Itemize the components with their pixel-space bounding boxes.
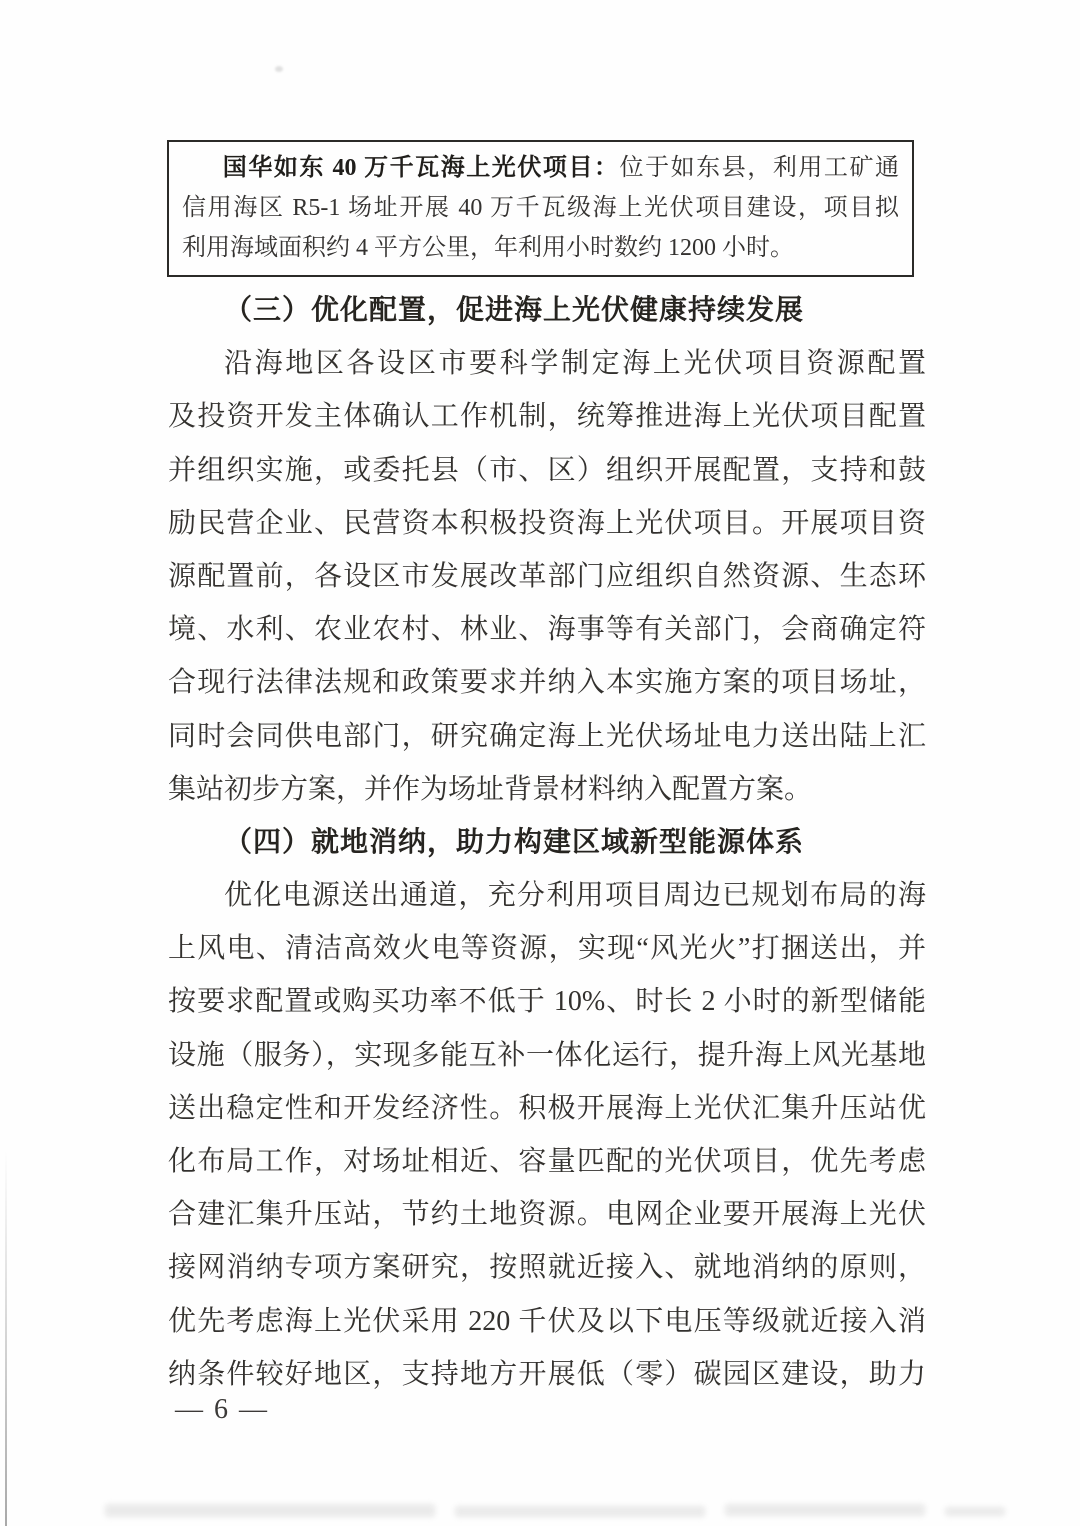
body-text-line: 送出稳定性和开发经济性。积极开展海上光伏汇集升压站优 [168, 1092, 926, 1124]
body-text-line: 同时会同供电部门，研究确定海上光伏场址电力送出陆上汇 [168, 720, 926, 752]
body-text-line: 优化电源送出通道，充分利用项目周边已规划布局的海 [224, 880, 926, 912]
body-text-line: 化布局工作，对场址相近、容量匹配的光伏项目，优先考虑 [168, 1146, 926, 1177]
body-text-line: 并组织实施，或委托县（市、区）组织开展配置，支持和鼓 [168, 454, 926, 486]
body-text-line: 境、水利、农业农村、林业、海事等有关部门，会商确定符 [168, 614, 926, 646]
project-title-bold: 国华如东 40 万千瓦海上光伏项目： [222, 155, 620, 181]
body-text-line: 优先考虑海上光伏采用 220 千伏及以下电压等级就近接入消 [168, 1305, 926, 1337]
body-text-line: 合建汇集升压站，节约土地资源。电网企业要开展海上光伏 [168, 1199, 926, 1231]
body-text-line: 设施（服务），实现多能互补一体化运行，提升海上风光基地 [168, 1039, 926, 1071]
callout-text-line: 利用海域面积约 4 平方公里，年利用小时数约 1200 小时。 [182, 235, 794, 261]
project-callout-box [167, 140, 914, 277]
callout-text-line: 国华如东 40 万千瓦海上光伏项目：位于如东县，利用工矿通 [222, 155, 900, 181]
body-text-line: 集站初步方案，并作为场址背景材料纳入配置方案。 [168, 773, 813, 805]
scan-edge-line [5, 1150, 7, 1526]
ghost-text-blob [455, 1506, 705, 1517]
scan-speck [275, 66, 283, 72]
body-text-line: 合现行法律法规和政策要求并纳入本实施方案的项目场址， [168, 667, 926, 699]
body-text-line: 及投资开发主体确认工作机制，统筹推进海上光伏项目配置 [168, 401, 926, 433]
page-number: — 6 — [175, 1394, 269, 1425]
body-text-line: 按要求配置或购买功率不低于 10%、时长 2 小时的新型储能 [168, 986, 926, 1018]
body-text-line: 纳条件较好地区，支持地方开展低（零）碳园区建设，助力 [168, 1358, 926, 1390]
body-text-line: 接网消纳专项方案研究，按照就近接入、就地消纳的原则， [168, 1252, 926, 1284]
body-text-line: 上风电、清洁高效火电等资源，实现“风光火”打捆送出，并 [168, 933, 926, 965]
ghost-text-blob [105, 1504, 435, 1517]
section-heading: （三）优化配置，促进海上光伏健康持续发展 [224, 295, 805, 326]
body-text-line: 励民营企业、民营资本积极投资海上光伏项目。开展项目资 [168, 507, 926, 539]
document-body [168, 284, 926, 1401]
body-text-line: 源配置前，各设区市发展改革部门应组织自然资源、生态环 [168, 560, 926, 592]
callout-text-line: 信用海区 R5-1 场址开展 40 万千瓦级海上光伏项目建设，项目拟 [182, 195, 899, 221]
ghost-text-blob [945, 1507, 1005, 1516]
next-page-ghost-text [95, 1498, 1015, 1520]
body-text-line: 沿海地区各设区市要科学制定海上光伏项目资源配置 [224, 348, 926, 380]
ghost-text-blob [725, 1504, 925, 1516]
section-heading: （四）就地消纳，助力构建区域新型能源体系 [224, 826, 805, 858]
